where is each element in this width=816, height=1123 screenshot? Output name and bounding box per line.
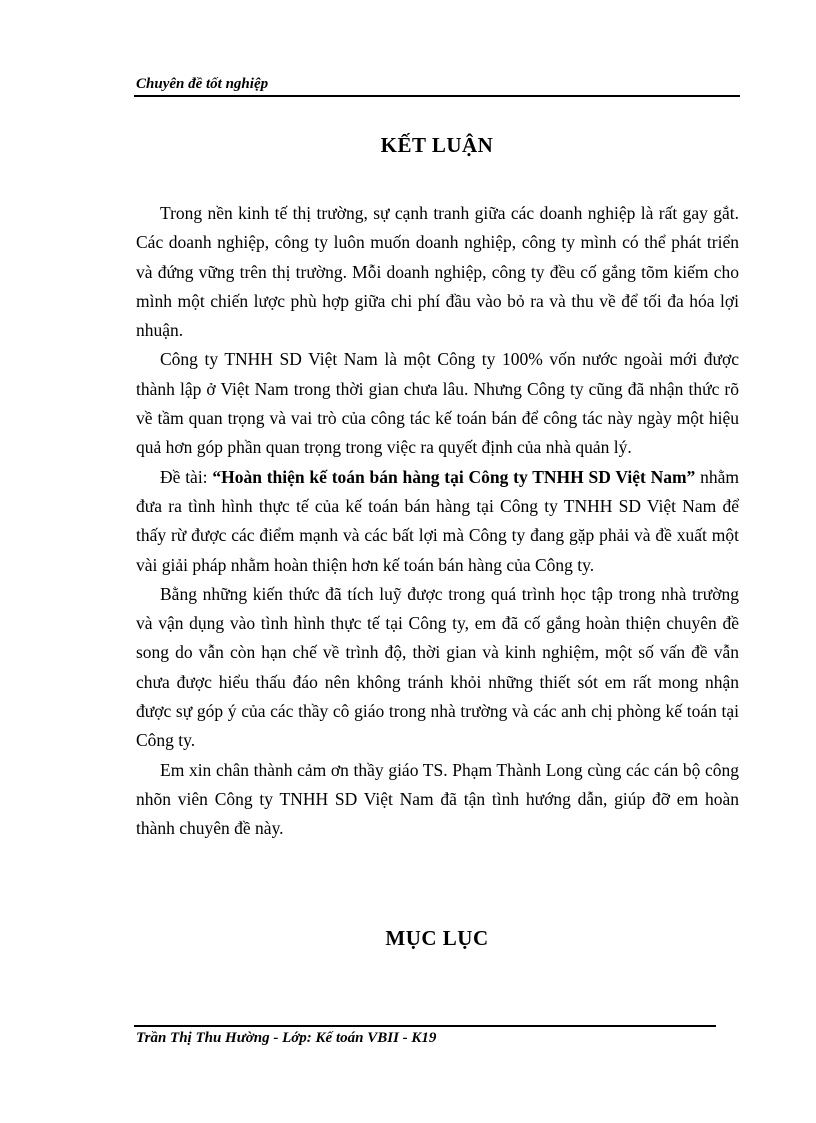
paragraph: Trong nền kinh tế thị trường, sự cạnh tranh giữa các doanh nghiệp là rất gay gắt. Các doanh nghiệp, công ty luôn muốn doanh nghiệp, công ty mình có thể phát triển và đứng vững trên thị trường. Mỗi doanh nghiệp, công ty đều cố gắng tõm kiếm cho mình một chiến lược phù hợp giữa chi phí đầu vào bỏ ra và thu về để tối đa hóa lợi nhuận. [136, 203, 739, 341]
paragraph: Công ty TNHH SD Việt Nam là một Công ty 100% vốn nước ngoài mới được thành lập ở Việt Nam trong thời gian chưa lâu. Nhưng Công ty cũng đã nhận thức rõ về tầm quan trọng và vai trò của công tác kế toán bán để công tác này ngày một hiệu quả hơn góp phần quan trọng trong việc ra quyết định của nhà quản lý. [136, 349, 739, 458]
topic-title: “Hoàn thiện kế toán bán hàng tại Công ty TNHH SD Việt Nam” [212, 466, 696, 487]
running-footer: Trần Thị Thu Hường - Lớp: Kế toán VBII - K19 [136, 1030, 437, 1046]
running-header: Chuyên đề tốt nghiệp [136, 76, 269, 92]
header-divider [134, 95, 740, 97]
body-text [136, 199, 739, 844]
topic-prefix: Đề tài: [160, 466, 213, 487]
toc-title: MỤC LỤC [385, 926, 489, 950]
paragraph: Bằng những kiến thức đã tích luỹ được trong quá trình học tập trong nhà trường và vận dụng vào tình hình thực tế tại Công ty, em đã cố gắng hoàn thiện chuyên đề song do vẫn còn hạn chế về trình độ, thời gian và kinh nghiệm, một số vấn đề vẫn chưa được hiểu thấu đáo nên không tránh khỏi những thiết sót em rất mong nhận được sự góp ý của các thầy cô giáo trong nhà trường và các anh chị phòng kế toán tại Công ty. [136, 583, 739, 751]
page-title: KẾT LUẬN [380, 133, 494, 157]
footer-divider [134, 1025, 716, 1027]
topic-description: nhằm đưa ra tình hình thực tế của kế toán bán hàng tại Công ty TNHH SD Việt Nam để thấy rừ được các điểm mạnh và các bất lợi mà Công ty đang gặp phải và đề xuất một vài giải pháp nhằm hoàn thiện hơn kế toán bán hàng của Công ty. [136, 466, 739, 575]
topic-paragraph [136, 463, 739, 580]
paragraph: Em xin chân thành cảm ơn thầy giáo TS. Phạm Thành Long cùng các cán bộ công nhõn viên Công ty TNHH SD Việt Nam đã tận tình hướng dẫn, giúp đỡ em hoàn thành chuyên đề này. [136, 759, 739, 839]
